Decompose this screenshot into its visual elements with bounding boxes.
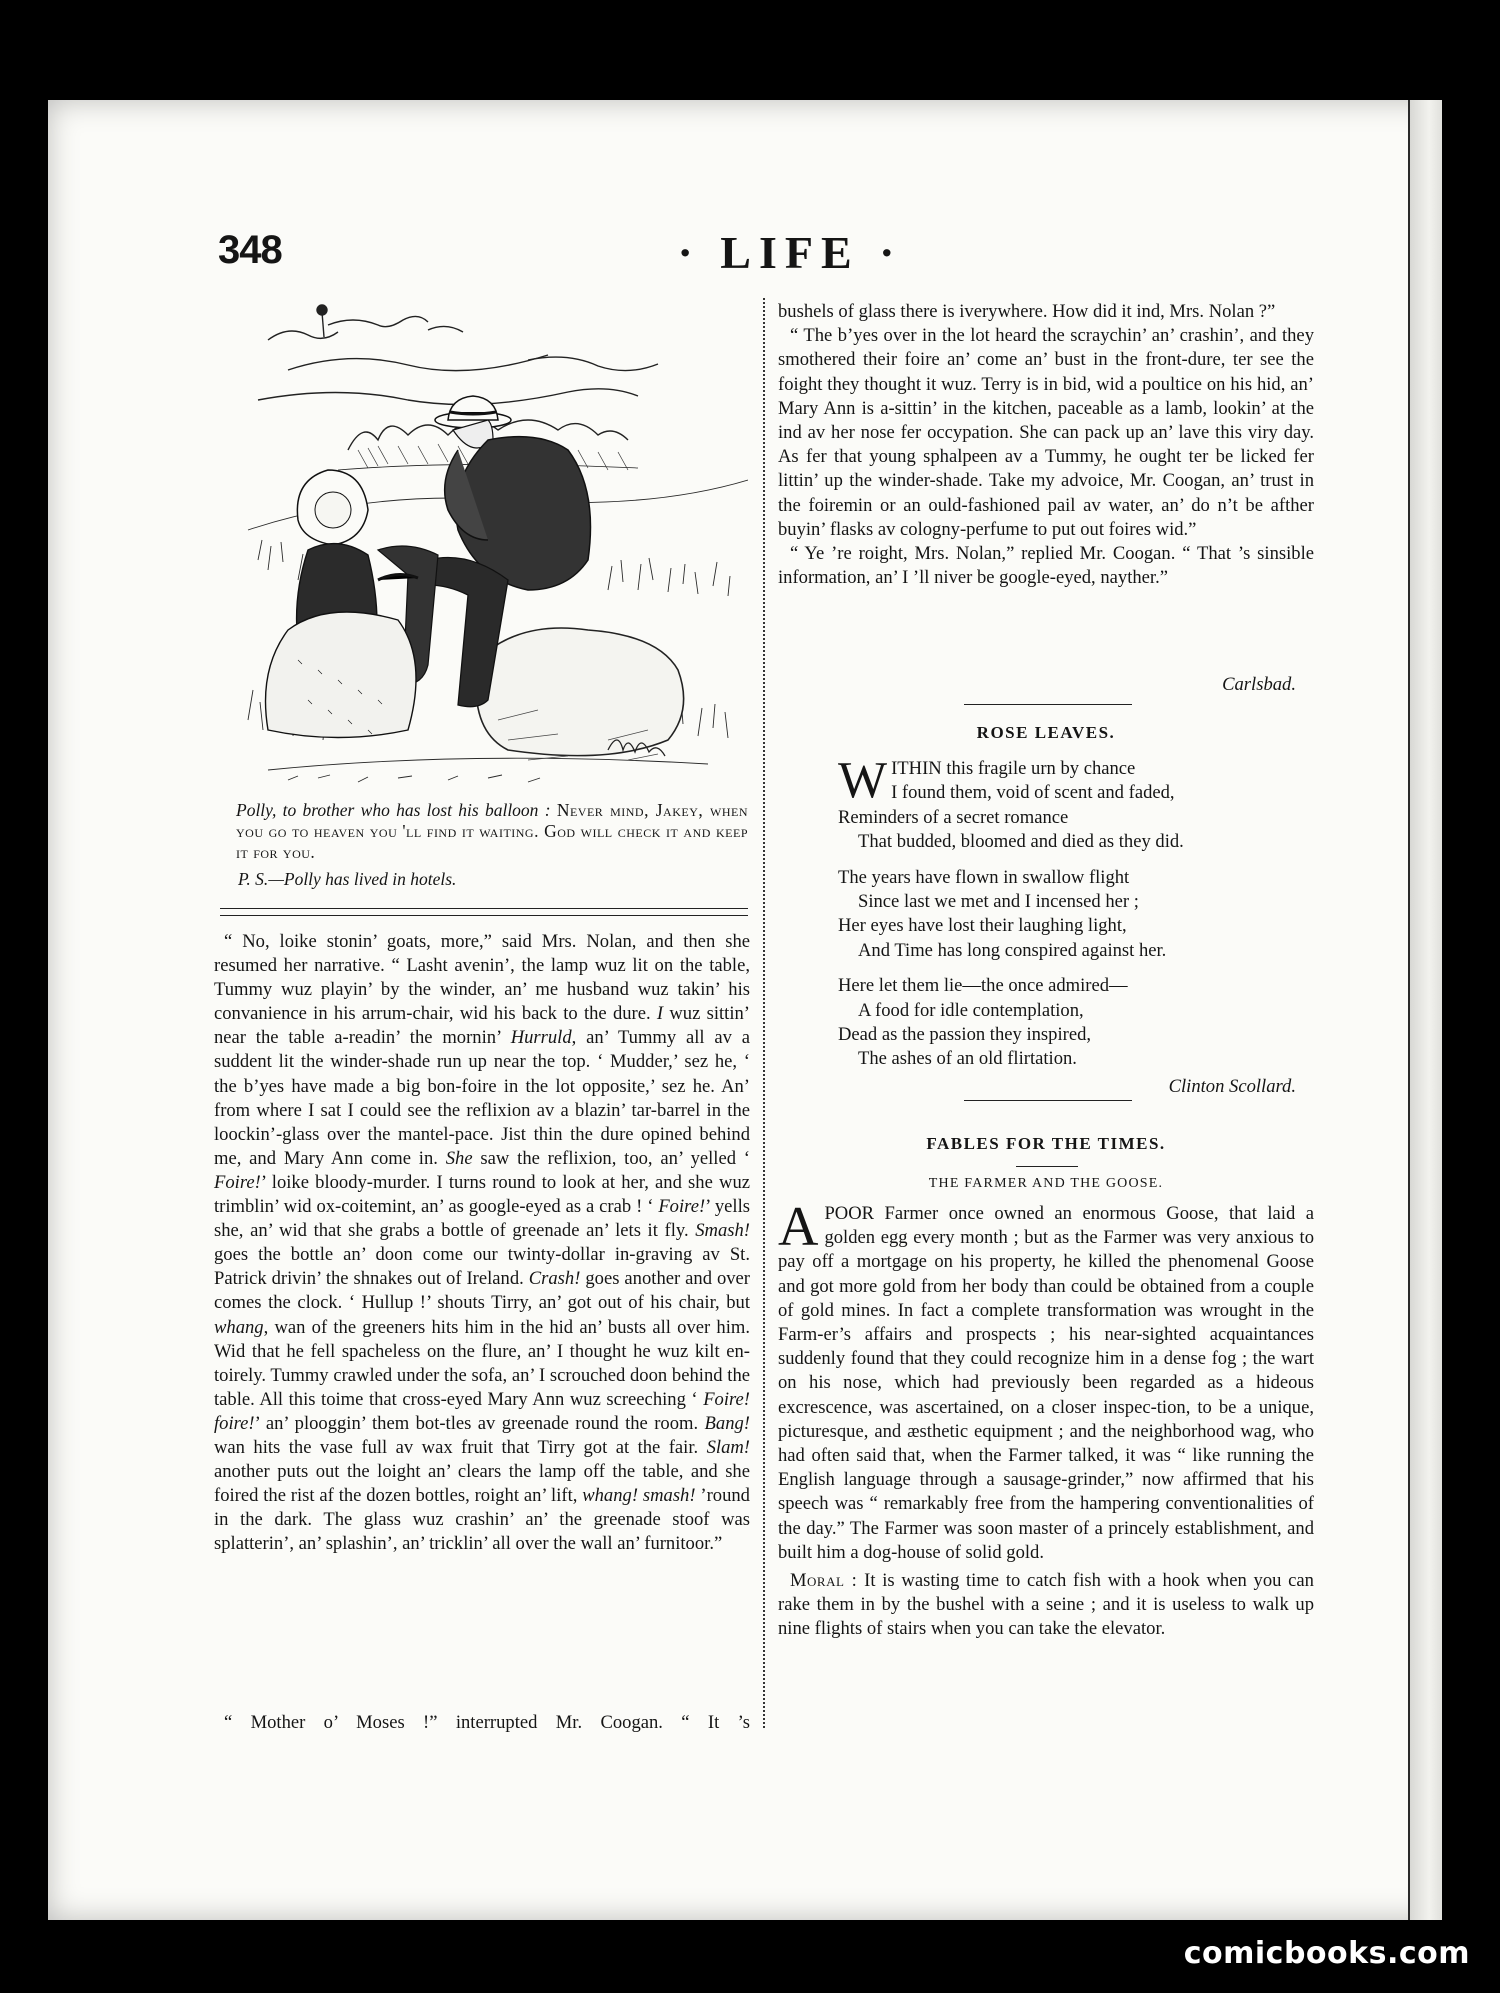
fable-moral [778, 1569, 1314, 1642]
section-rule [220, 908, 748, 916]
poem-line: Dead as the passion they inspired, [838, 1024, 1092, 1046]
story-last-line: “ Mother o’ Moses !” interrupted Mr. Coogan. “ It ’s [224, 1712, 750, 1733]
poem-title: ROSE LEAVES. [976, 723, 1116, 742]
poem-line: Since last we met and I incensed her ; [858, 891, 1139, 913]
fables-title: FABLES FOR THE TIMES. [926, 1134, 1166, 1153]
moral-label: Moral : [790, 1570, 858, 1592]
fable-subtitle: THE FARMER AND THE GOOSE. [928, 1176, 1164, 1191]
caption-speaker: Polly, to brother who has lost his balloon : [236, 800, 551, 820]
section-rule [964, 1100, 1132, 1101]
moral-text: It is wasting time to catch fish with a hook when you can rake them in by the bushel with a seine ; and it is useless to walk up nine flights of stairs when you can take the elevator. [778, 1570, 1314, 1640]
story-paragraph: bushels of glass there is iverywhere. How did it ind, Mrs. Nolan ?” [778, 301, 1276, 322]
caption-ps-prefix: P. S. [238, 869, 269, 889]
caption-ps-text: —Polly has lived in hotels. [268, 869, 457, 889]
column-divider [763, 298, 765, 1728]
fable-dropcap: A [778, 1196, 819, 1258]
adjacent-page-edge [1408, 100, 1442, 1920]
poem-line: ITHIN this fragile urn by chance [891, 758, 1136, 779]
poem-stanza [838, 866, 1298, 964]
section-rule [1016, 1166, 1078, 1167]
poem-stanza [838, 974, 1298, 1072]
poem-line: The ashes of an old flirtation. [858, 1048, 1077, 1070]
fable-text: POOR Farmer once owned an enormous Goose, that laid a golden egg every month ; but as the Farmer was very anxious to pay off a mortgage on his property, he killed the phenomenal Goose and got more gold from her body than could be obtained from a couple of gold mines. In fact a complete transformation was wrought in the Farm-er’s affairs and prospects ; his near-sighted acquaintances suddenly found that they could recognize him in a dense fog ; the wart on his nose, which had previously been regarded as a hideous excrescence, was ascertained, on a closer inspec-tion, to be a unique, picturesque, and æsthetic equipment ; and the neighborhood wag, who had often said that, when the Farmer talked, it was “ like running the English language through a sausage-grinder,” now affirmed that his speech was “ remarkably free from the hampering conventionalities of the day.” The Farmer was soon master of a princely establishment, and built him a dog-house of solid gold. [778, 1203, 1314, 1563]
story-paragraph: “ Ye ’re roight, Mrs. Nolan,” replied Mr. Coogan. “ That ’s sinsible information, an’ I ’ll niver be google-eyed, nayther.” [778, 543, 1314, 589]
cartoon-caption [236, 800, 748, 890]
cartoon-illustration [228, 300, 748, 790]
masthead: · LIFE · [677, 227, 903, 278]
story-paragraph: “ The b’yes over in the lot heard the scraychin’ an’ crashin’, and they smothered their foire an’ come an’ bust in the front-dure, ter see the foight they thought it wuz. Terry is in bid, wid a poultice on his hid, an’ Mary Ann is a-sittin’ in the kitchen, paceable as a lamb, lookin’ at the ind av her nose fer occypation. She can pack up an’ lave this viry day. As fer that young sphalpeen av a Tummy, he ought ter be licked fer littin’ up the winder-shade. Take my advoice, Mr. Coogan, an’ trust in the foiremin or an ould-fashioned pail av water, an’ do n’t be afther buyin’ flasks av cologny-perfume to put out foires wid.” [778, 325, 1314, 540]
section-rule [964, 704, 1132, 705]
caption-speech: Never mind, Jakey, when you go to heaven you 'll find it waiting. God will check it and keep it for you. [236, 800, 749, 862]
poem-stanza [838, 752, 1298, 855]
poem-line: And Time has long conspired against her. [858, 939, 1167, 961]
poem-line: Reminders of a secret romance [838, 806, 1069, 828]
story-body-right [778, 300, 1314, 590]
story-body-left: “ No, loike stonin’ goats, more,” said Mrs. Nolan, and then she resumed her narrative. “ Lasht avenin’, the lamp wuz lit on the table, Tummy wuz playin’ by the winder, an’ me husband wuz takin’ his convanience in his arrum-chair, wid his back to the dure. I wuz sittin’ near the table a-readin’ the mornin’ Hurruld, an’ Tummy all av a suddent lit the winder-shade run up near the top. ‘ Mudder,’ sez he, ‘ the b’yes have made a big bon-foire in the lot opposite,’ sez he. An’ from where I sat I could see the reflixion av a blazin’ tar-barrel in the loockin’-glass over the mantel-pace. Jist thin the dure opined behind me, and Mary Ann come in. She saw the reflixion, too, an’ yelled ‘ Foire!’ loike bloody-murder. I turns round to look at her, and she wuz trimblin’ wid ox-coitemint, an’ as google-eyed as a crab ! ‘ Foire!’ yells she, an’ wid that she grabs a bottle of greenade an’ lets it fly. Smash! goes the bottle an’ doon come our twinty-dollar in-graving av St. Patrick drivin’ the shnakes out of Ireland. Crash! goes another and over comes the clock. ‘ Hullup !’ shouts Tirry, an’ got out of his chair, but whang, wan of the greeners hits him in the hid an’ busts all over him. Wid that he fell spacheless on the flure, an’ I thought he wuz kilt en-toirely. Tummy crawled under the sofa, an’ I scrouched doon behind the table. All this toime that cross-eyed Mary Ann wuz screeching ‘ Foire! foire!’ an’ plooggin’ them bot-tles av greenade round the room. Bang! wan hits the vase full av wax fruit that Tirry got at the fair. Slam! another puts out the loight an’ clears the lamp off the table, and she foired the rist af the dozen bottles, roight an’ lift, whang! smash! ’round in the dark. The glass wuz crashin’ an’ the greenade stoof was splatterin’, an’ splashin’, an’ tricklin’ all over the wall an’ furnitoor.” [214, 931, 751, 1555]
page-number: 348 [218, 228, 282, 272]
poem-line: I found them, void of scent and faded, [891, 782, 1175, 804]
poem-dropcap: W [838, 752, 888, 809]
story-signature: Carlsbad. [1222, 674, 1296, 695]
fable-body [778, 1196, 1314, 1642]
site-watermark: comicbooks.com [1183, 1936, 1470, 1971]
poem-signature: Clinton Scollard. [1168, 1076, 1296, 1097]
poem-body [838, 752, 1298, 1083]
poem-line: Here let them lie—the once admired— [838, 975, 1128, 997]
poem-line: A food for idle contemplation, [858, 999, 1084, 1021]
poem-line: The years have flown in swallow flight [838, 866, 1130, 888]
poem-line: Her eyes have lost their laughing light, [838, 915, 1127, 937]
poem-line: That budded, bloomed and died as they did. [858, 831, 1184, 853]
